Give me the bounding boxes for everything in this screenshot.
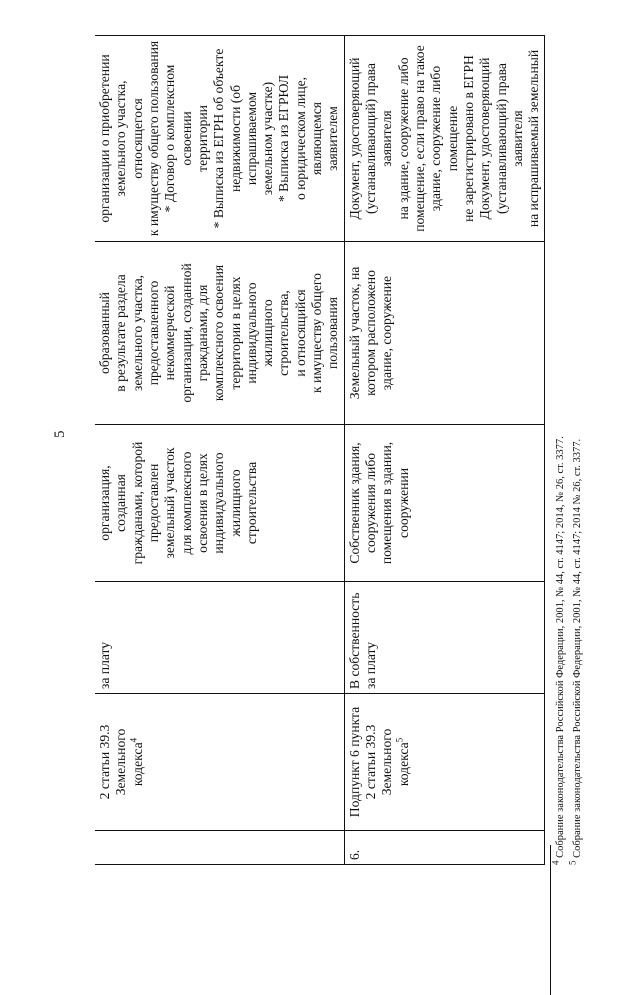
footnote: $^5$ Собрание законодательства Российской Федерации, 2001, № 44, ст. 4147; 2014 № 26, ст. 3377.	[567, 438, 583, 865]
row-number	[95, 831, 344, 865]
legal-basis-cell: Подпункт 6 пункта 2 статьи 39.3 Земельного кодекса$^5$	[344, 694, 545, 831]
land-plot-cell: образованный в результате раздела земельного участка, предоставленного некоммерческой организации, созданной гражданами, для комплексного освоения территории в целях индивидуального жилищного строительства, и относящийся к имуществу общего пользования	[95, 242, 344, 425]
documents-cell: Документ, удостоверяющий (устанавливающий) права заявителя на здание, сооружение либо помещение, если право на такое здание, сооружение либо помещение не зарегистрировано в ЕГРН Документ, удостоверяющий (устанавливающий) права заявителя на испрашиваемый земельный	[344, 36, 545, 242]
land-rights-table	[95, 35, 542, 865]
applicant-cell: Собственник здания, сооружения либо помещения в здании, сооружении	[344, 425, 545, 582]
page-number: 5	[52, 430, 68, 438]
right-type-cell: В собственность за плату	[344, 582, 545, 694]
footnote: $^4$ Собрание законодательства Российской Федерации, 2001, № 44, ст. 4147; 2014, № 26, ст. 3377.	[550, 436, 566, 865]
legal-basis-cell: 2 статьи 39.3 Земельного кодекса$^4$	[95, 694, 344, 831]
row-number: 6.	[344, 831, 545, 865]
right-type-cell: за плату	[95, 582, 344, 694]
applicant-cell: организация, созданная гражданами, которой предоставлен земельный участок для комплексного освоения в целях индивидуального жилищного строительства	[95, 425, 344, 582]
table-row	[344, 36, 545, 865]
footnote-divider	[550, 845, 551, 995]
table-row	[95, 36, 344, 865]
footnote-ref: 5	[394, 737, 405, 743]
footnote-ref: 4	[128, 737, 139, 743]
land-plot-cell: Земельный участок, на котором расположено здание, сооружение	[344, 242, 545, 425]
documents-cell: организации о приобретении земельного участка, относящегося к имуществу общего пользования * Договор о комплексном освоении территории * Выписка из ЕГРН об объекте недвижимости (об испрашиваемом земельном участке) * Выписка из ЕГРЮЛ о юридическом лице, являющемся заявителем	[95, 36, 344, 242]
